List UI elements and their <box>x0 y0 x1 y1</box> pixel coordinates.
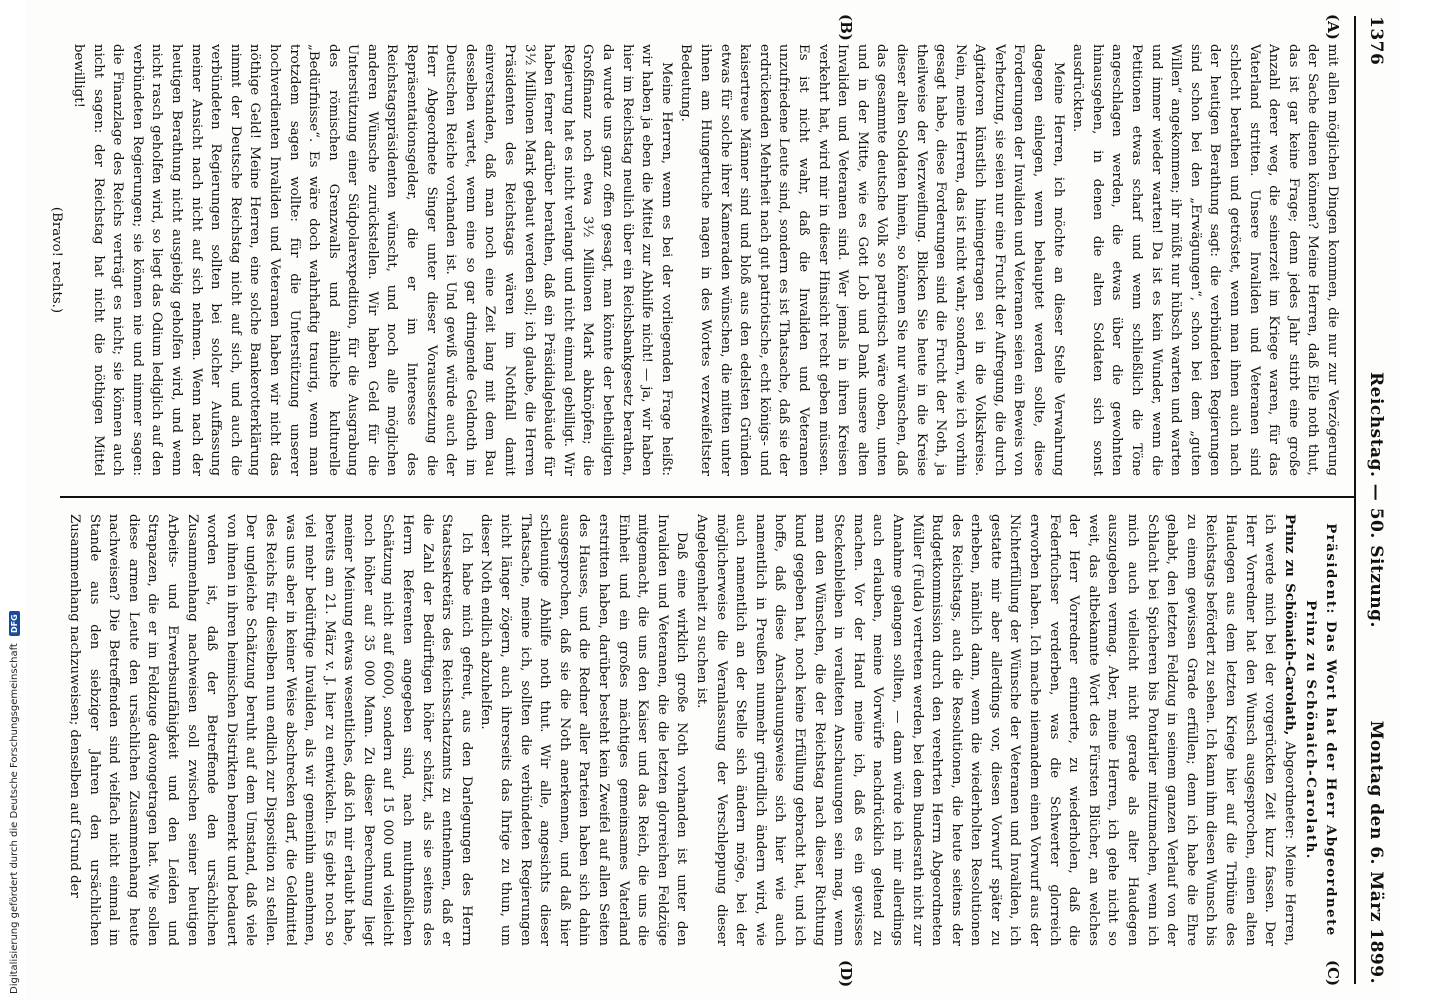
left-column <box>20 44 1342 476</box>
speaker-label: Prinz zu Schönaich-Carolath, <box>1281 514 1297 736</box>
paragraph-text: Abgeordneter: Meine Herren, ich werde mich bei der vorgerückten Zeit kurz fassen. Der Herr Vorredner hat den Wunsch ausgesprochen, einen alten Haudegen aus dem letzten Kriege hier auf die Tribüne des Reichstags befördert zu sehen. Ich kann ihm diesen Wunsch bis zu einem gewissen Grade erfüllen; denn ich habe die Ehre gehabt, den letzten Feldzug in seinem ganzen Verlauf von der Schlacht bei Spicheren bis Pontarlier mitzumachen, wenn ich mich auch vielleicht nicht gerade als alter Haudegen auszugeben vermag. Aber, meine Herren, ich gehe nicht so weit, das altbekannte Wort des Fürsten Blücher, an welches der Herr Vorredner erinnerte, zu wiederholen, daß die Federfuchser verderben, was die Schwerter glorreich erworben haben. Ich mache niemandem einen Vorwurf aus der Nichterfüllung der Wünsche der Veteranen und Invaliden, ich gestatte mir aber allerdings vor, diesen Vorwurf später zu erheben, nämlich dann, wenn die wiederholten Resolutionen des Reichstags, auch die Resolutionen, die heute seitens der Budgetkommission durch den verehrten Herrn Abgeordneten Müller (Fulda) vertreten werden, bei dem Bundesrath nicht zur Annahme gelangen sollten, — dann würde ich mir allerdings auch erlauben, meine Vorwürfe nachdrücklich geltend zu machen. Vor der Hand meine ich, daß es ein gewisses Steckenbleiben in veralteten Anschauungen sein mag, wenn man den Wünschen, die der Reichstag nach dieser Richtung kund gegeben hat, noch keine Erfüllung gebracht hat, und ich hoffe, daß diese Anschauungsweise sich hier wie auch namentlich in Preußen nunmehr gründlich ändern wird, wie auch namentlich an der Stelle sich ändern möge, bei der möglicherweise die Veranlassung der Verschleppung dieser Angelegenheit zu suchen ist. <box>694 514 1297 946</box>
margin-marker-c: (C) <box>1324 960 1342 987</box>
applause-note: (Bravo! rechts.) <box>49 206 65 314</box>
paragraph: Meine Herren, wenn es bei der vorliegenden Frage heißt: wir haben ja eben die Mittel zur Abhilfe nicht! — ja, wir haben hier im Reichstag neulich über ein Reichsbankgesetz berathen, da wurde uns ganz offen gesagt, man könnte der betheiligten Großfinanz noch etwa 3½ Millionen Mark abknöpfen; die Regierung hat es nicht verlangt und nicht einmal gebilligt. Wir haben ferner darüber berathen, daß ein Präsidialgebäude für 3½ Millionen Mark gebaut werden soll; ich glaube, die Herren Präsidenten des Reichstags wären im Nothfall damit einverstanden, daß man noch eine Zeit lang mit dem Bau desselben wartet, wenn eine so gar dringende Geldnoth im Deutschen Reiche vorhanden ist. Und gewiß würde auch der Herr Abgeordnete Singer unter dieser Voraussetzung die Repräsentationsgelder, die er im Interesse des Reichstagspräsidenten wünscht, und noch alle möglichen anderen Wünsche zurückstellen. Wir haben Geld für die Unterstützung einer Südpolarexpedition, für die Ausgrabung des römischen Grenzwalls und ähnliche kulturelle „Bedürfnisse“. Es wäre doch wahrhaftig traurig, wenn man trotzdem sagen wollte: für die Unterstützung unserer hochverdienten Invaliden und Veteranen haben wir nicht das nöthige Geld! Meine Herren, eine solche Bankerotterklärung nimmt der Deutsche Reichstag nicht auf sich, und auch die verbündeten Regierungen sollten bei solcher Auffassung meiner Ansicht nach nicht auf sich nehmen. Wenn nach der heutigen Berathung nicht ausgiebig geholfen wird, und wenn nicht rasch geholfen wird, so liegt das Odium lediglich auf den verbündeten Regierungen; sie können nie und nimmer sagen: die Finanzlage des Reichs verträgt es nicht; sie können auch nicht sagen: der Reichstag hat nicht die nöthigen Mittel bewilligt! <box>71 44 674 476</box>
paragraph: Daß eine wirklich große Noth vorhanden ist unter den Invaliden und Veteranen, die die letzten glorreichen Feldzüge mitgemacht, die uns den Kaiser und das Reich, die uns die Einheit und ein großes mächtiges gemeinsames Vaterland erstritten haben, darüber besteht kein Zweifel auf allen Seiten des Hauses, und die Redner aller Parteien haben sich dahin ausgesprochen, daß sie die Noth anerkennen, und daß hier schleunige Abhilfe noth thut. Wir alle, angesichts dieser Thatsache, meine ich, sollten die verbündeten Regierungen nicht länger zögern, auch ihrerseits das Ihrige zu thun, um dieser Noth endlich abzuhelfen. <box>478 514 690 946</box>
page-number: 1376 <box>1366 16 1386 66</box>
page-title: Reichstag. — 50. Sitzung. <box>1366 372 1386 628</box>
paragraph: Ich habe mich gefreut, aus den Darlegungen des Herrn Staatssekretärs des Reichsschatzamts zu entnehmen, daß er die Zahl der Bedürftigen höher schätzt, als sie seitens des Herrn Referenten angegeben sind, nach muthmaßlichen Schätzung nicht auf 6000, sondern auf 15 000 und vielleicht noch höher auf 35 000 Mann. Zu dieser Berechnung liegt meiner Meinung etwas wesentliches, daß ich mir erlaubt habe, bereits am 21. März v. J. hier zu entwickeln. Es giebt noch so viel mehr bedürftige Invaliden, als wir gemeinhin annehmen, was uns aber in keiner Weise abschrecken darf, die Geldmittel des Reichs für dieselben nun endlich zur Disposition zu stellen. Der ungleiche Schätzung beruht auf dem Umstand, daß viele von ihnen in ihren heimischen Distrikten bemerkt und bedauert worden ist, daß der Betreffende den ursächlichen Zusammenhang nachweisen soll zwischen seiner heutigen Arbeits- und Erwerbsunfähigkeit und den Leiden und Strapazen, die er im Feldzuge davongetragen hat. Wie sollen diese armen Leute den ursächlichen Zusammenhang heute nachweisen? Die Betreffenden sind vielfach nicht einmal im Stande aus den siebziger Jahren den ursächlichen Zusammenhang nachzuweisen; denselben auf Grund der <box>67 514 474 946</box>
digitization-sidebar <box>0 0 26 1000</box>
digitization-note <box>9 611 20 994</box>
margin-marker-d: (D) <box>837 960 855 988</box>
column-divider <box>60 496 1354 498</box>
session-date: Montag den 6. März 1899. <box>1366 720 1386 984</box>
dfg-logo: DFG <box>9 611 20 636</box>
speaker-paragraph <box>691 514 1298 946</box>
right-column <box>20 514 1342 946</box>
speaker-intro: Präsident: Das Wort hat der Herr Abgeordnete Prinz zu Schönaich-Carolath. <box>1303 523 1338 937</box>
paragraph: mit allen möglichen Dingen kommen, die nur zur Verzögerung der Sache dienen können? Meine Herren, daß Eile noth thut, das ist gar keine Frage; denn jedes Jahr stirbt eine große Anzahl derer weg, die seinerzeit im Kriege waren, für das Vaterland stritten. Unsere Invaliden und Veteranen sind schlecht berathen und getröstet, wenn man ihnen auch nach der heutigen Berathung sagt: die verbündeten Regierungen sind schon bei den „Erwägungen“, schon bei dem „guten Willen“ angekommen; ihr müßt nur hübsch warten und warten und immer wieder warten! Da ist es kein Wunder, wenn die Petitionen etwas scharf und wenn schließlich die Töne angeschlagen werden, die etwas über die gewohnten hinausgehen, in denen die alten Soldaten sich sonst ausdrückten. <box>1070 44 1340 476</box>
paragraph: Meine Herren, ich möchte an dieser Stelle Verwahrung dagegen einlegen, wenn behauptet werden sollte, diese Forderungen der Invaliden und Veteranen seien ein Beweis von Verhetzung, sie seien nur eine Frucht der Aufregung, die durch Agitatoren künstlich hineingetragen sei in die Volkskreise. Nein, meine Herren, das ist nicht wahr, sondern, wie ich vorhin gesagt habe, diese Forderungen sind die Frucht der Noth, ja theilweise der Verzweiflung. Blicken Sie heute in die Kreise dieser alten Soldaten hinein, so können Sie nur wünschen, daß das gesammte deutsche Volk so patriotisch wäre oben, unten und in der Mitte, wie es Gott Lob und Dank unsere alten Invaliden und Veteranen sind. Wer jemals in ihren Kreisen verkehrt hat, wird mir in dieser Hinsicht recht geben müssen. Es ist nicht wahr, daß die Invaliden und Veteranen unzufriedene Leute sind, sondern es ist Thatsache, daß sie der erdrückenden Mehrheit nach gut patriotische, echt königs- und kaisertreue Männer sind und bloß aus den edelsten Gründen etwas für solche ihrer Kameraden wünschen, die mitten unter ihnen am Hungertuche nagen in des Wortes verzweifeltster Bedeutung. <box>678 44 1066 476</box>
margin-marker-a: (A) <box>1324 14 1342 40</box>
digitization-text: Digitalisierung gefördert durch die Deutsche Forschungsgemeinschaft <box>9 643 20 994</box>
margin-marker-b: (B) <box>837 14 855 41</box>
header-rule <box>1354 16 1356 984</box>
page-header <box>1354 16 1394 984</box>
